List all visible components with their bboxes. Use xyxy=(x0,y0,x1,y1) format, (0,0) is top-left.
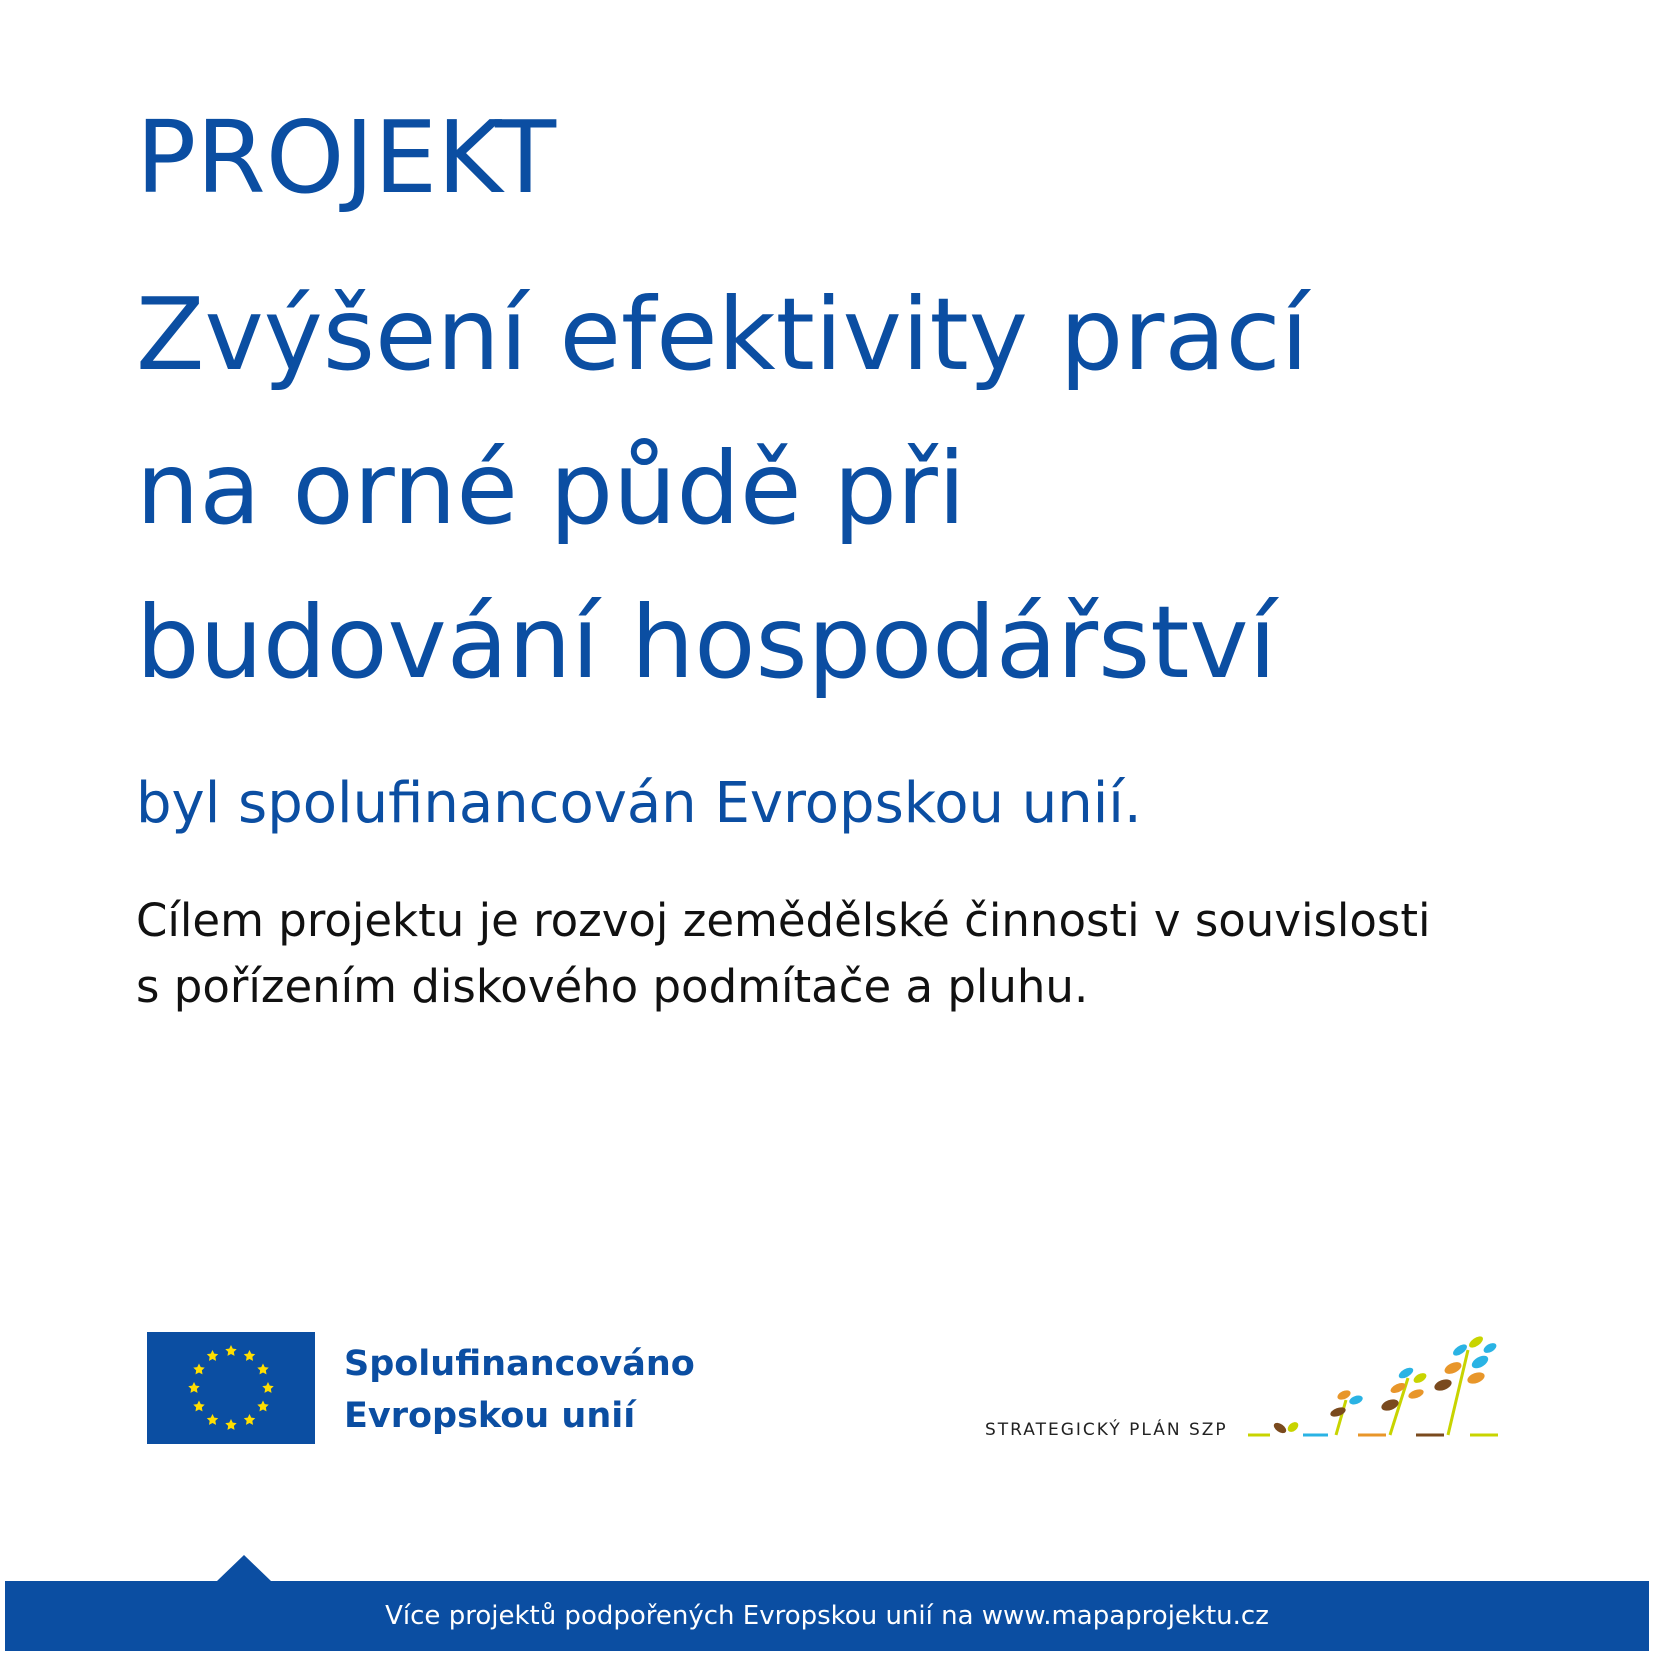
eu-cofinanced-logo-text xyxy=(344,1338,695,1442)
project-title-line: na orné půdě při xyxy=(136,430,966,547)
project-description xyxy=(136,888,1636,1020)
eu-logo-line: Spolufinancováno xyxy=(344,1344,695,1384)
project-title-line: budování hospodářství xyxy=(136,584,1277,701)
project-title-line: Zvýšení efektivity prací xyxy=(136,276,1309,393)
project-kicker: PROJEKT xyxy=(136,99,557,216)
eu-logo-line: Evropskou unií xyxy=(344,1396,636,1436)
footer-link-text[interactable]: Více projektů podpořených Evropskou unií na www.mapaprojektu.cz xyxy=(385,1601,1269,1631)
description-line: Cílem projektu je rozvoj zemědělské činnosti v souvislosti xyxy=(136,894,1431,947)
szp-label: STRATEGICKÝ PLÁN SZP xyxy=(985,1420,1228,1440)
footer-bar xyxy=(5,1581,1649,1651)
szp-sprouts-icon xyxy=(1248,1330,1528,1445)
project-title xyxy=(136,258,1616,720)
eu-flag-icon xyxy=(147,1332,315,1444)
footer-notch xyxy=(217,1555,271,1581)
cofinanced-statement: byl spolufinancován Evropskou unií. xyxy=(136,771,1142,836)
description-line: s pořízením diskového podmítače a pluhu. xyxy=(136,960,1089,1013)
